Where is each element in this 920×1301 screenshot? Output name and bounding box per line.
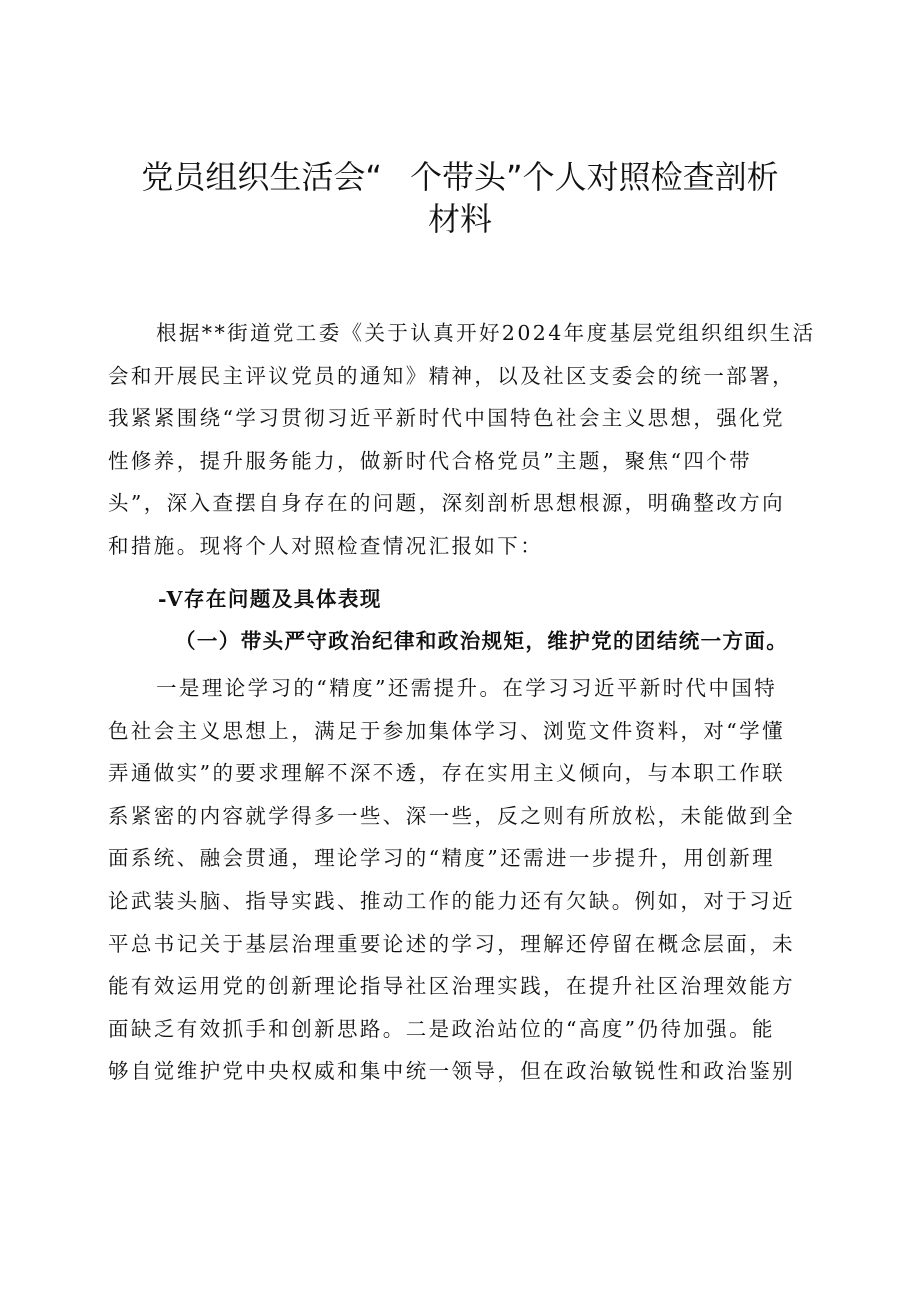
- paragraph-line: 平总书记关于基层治理重要论述的学习，理解还停留在概念层面，未: [108, 931, 795, 956]
- title-line-1-part-1: 党员组织生活会“: [141, 158, 382, 196]
- paragraph-line: 弄通做实”的要求理解不深不透，存在实用主义倾向，与本职工作联: [108, 761, 785, 786]
- intro-paragraph: [108, 312, 820, 568]
- paragraph-line: 和措施。现将个人对照检查情况汇报如下：: [108, 533, 544, 558]
- document-title: [110, 156, 810, 240]
- paragraph-line: 论武装头脑、指导实践、推动工作的能力还有欠缺。例如，对于习近: [108, 888, 795, 913]
- subsection-heading: （一）带头严守政治纪律和政治规矩，维护党的团结统一方面。: [175, 629, 789, 653]
- paragraph-line: 面缺乏有效抓手和创新思路。二是政治站位的“高度”仍待加强。能: [108, 1016, 775, 1041]
- section-heading: -V存在问题及具体表现: [158, 587, 382, 611]
- title-line-2: 材料: [427, 200, 492, 238]
- title-line-1-part-2: 个带头”个人对照检查剖析: [410, 158, 779, 196]
- paragraph-line: 头”，深入查摆自身存在的问题，深刻剖析思想根源，明确整改方向: [108, 491, 785, 516]
- paragraph-line: 够自觉维护党中央权威和集中统一领导，但在政治敏锐性和政治鉴别: [108, 1059, 795, 1084]
- paragraph-line: 我紧紧围绕“学习贯彻习近平新时代中国特色社会主义思想，强化党: [108, 406, 785, 431]
- paragraph-line: 会和开展民主评议党员的通知》精神，以及社区支委会的统一部署，: [108, 363, 795, 388]
- paragraph-line: 根据**街道党工委《关于认真开好2024年度基层党组织组织生活: [156, 321, 816, 345]
- paragraph-line: 面系统、融会贯通，理论学习的“精度”还需进一步提升，用创新理: [108, 846, 775, 871]
- paragraph-line: 性修养，提升服务能力，做新时代合格党员”主题，聚焦“四个带: [108, 448, 753, 473]
- paragraph-line: 一是理论学习的“精度”还需提升。在学习习近平新时代中国特: [156, 676, 778, 700]
- paragraph-line: 能有效运用党的创新理论指导社区治理实践，在提升社区治理效能方: [108, 974, 795, 999]
- paragraph-line: 系紧密的内容就学得多一些、深一些，反之则有所放松，未能做到全: [108, 803, 795, 828]
- body-paragraph: [108, 667, 820, 1093]
- title-line-1: [110, 156, 810, 198]
- paragraph-line: 色社会主义思想上，满足于参加集体学习、浏览文件资料，对“学懂: [108, 718, 785, 743]
